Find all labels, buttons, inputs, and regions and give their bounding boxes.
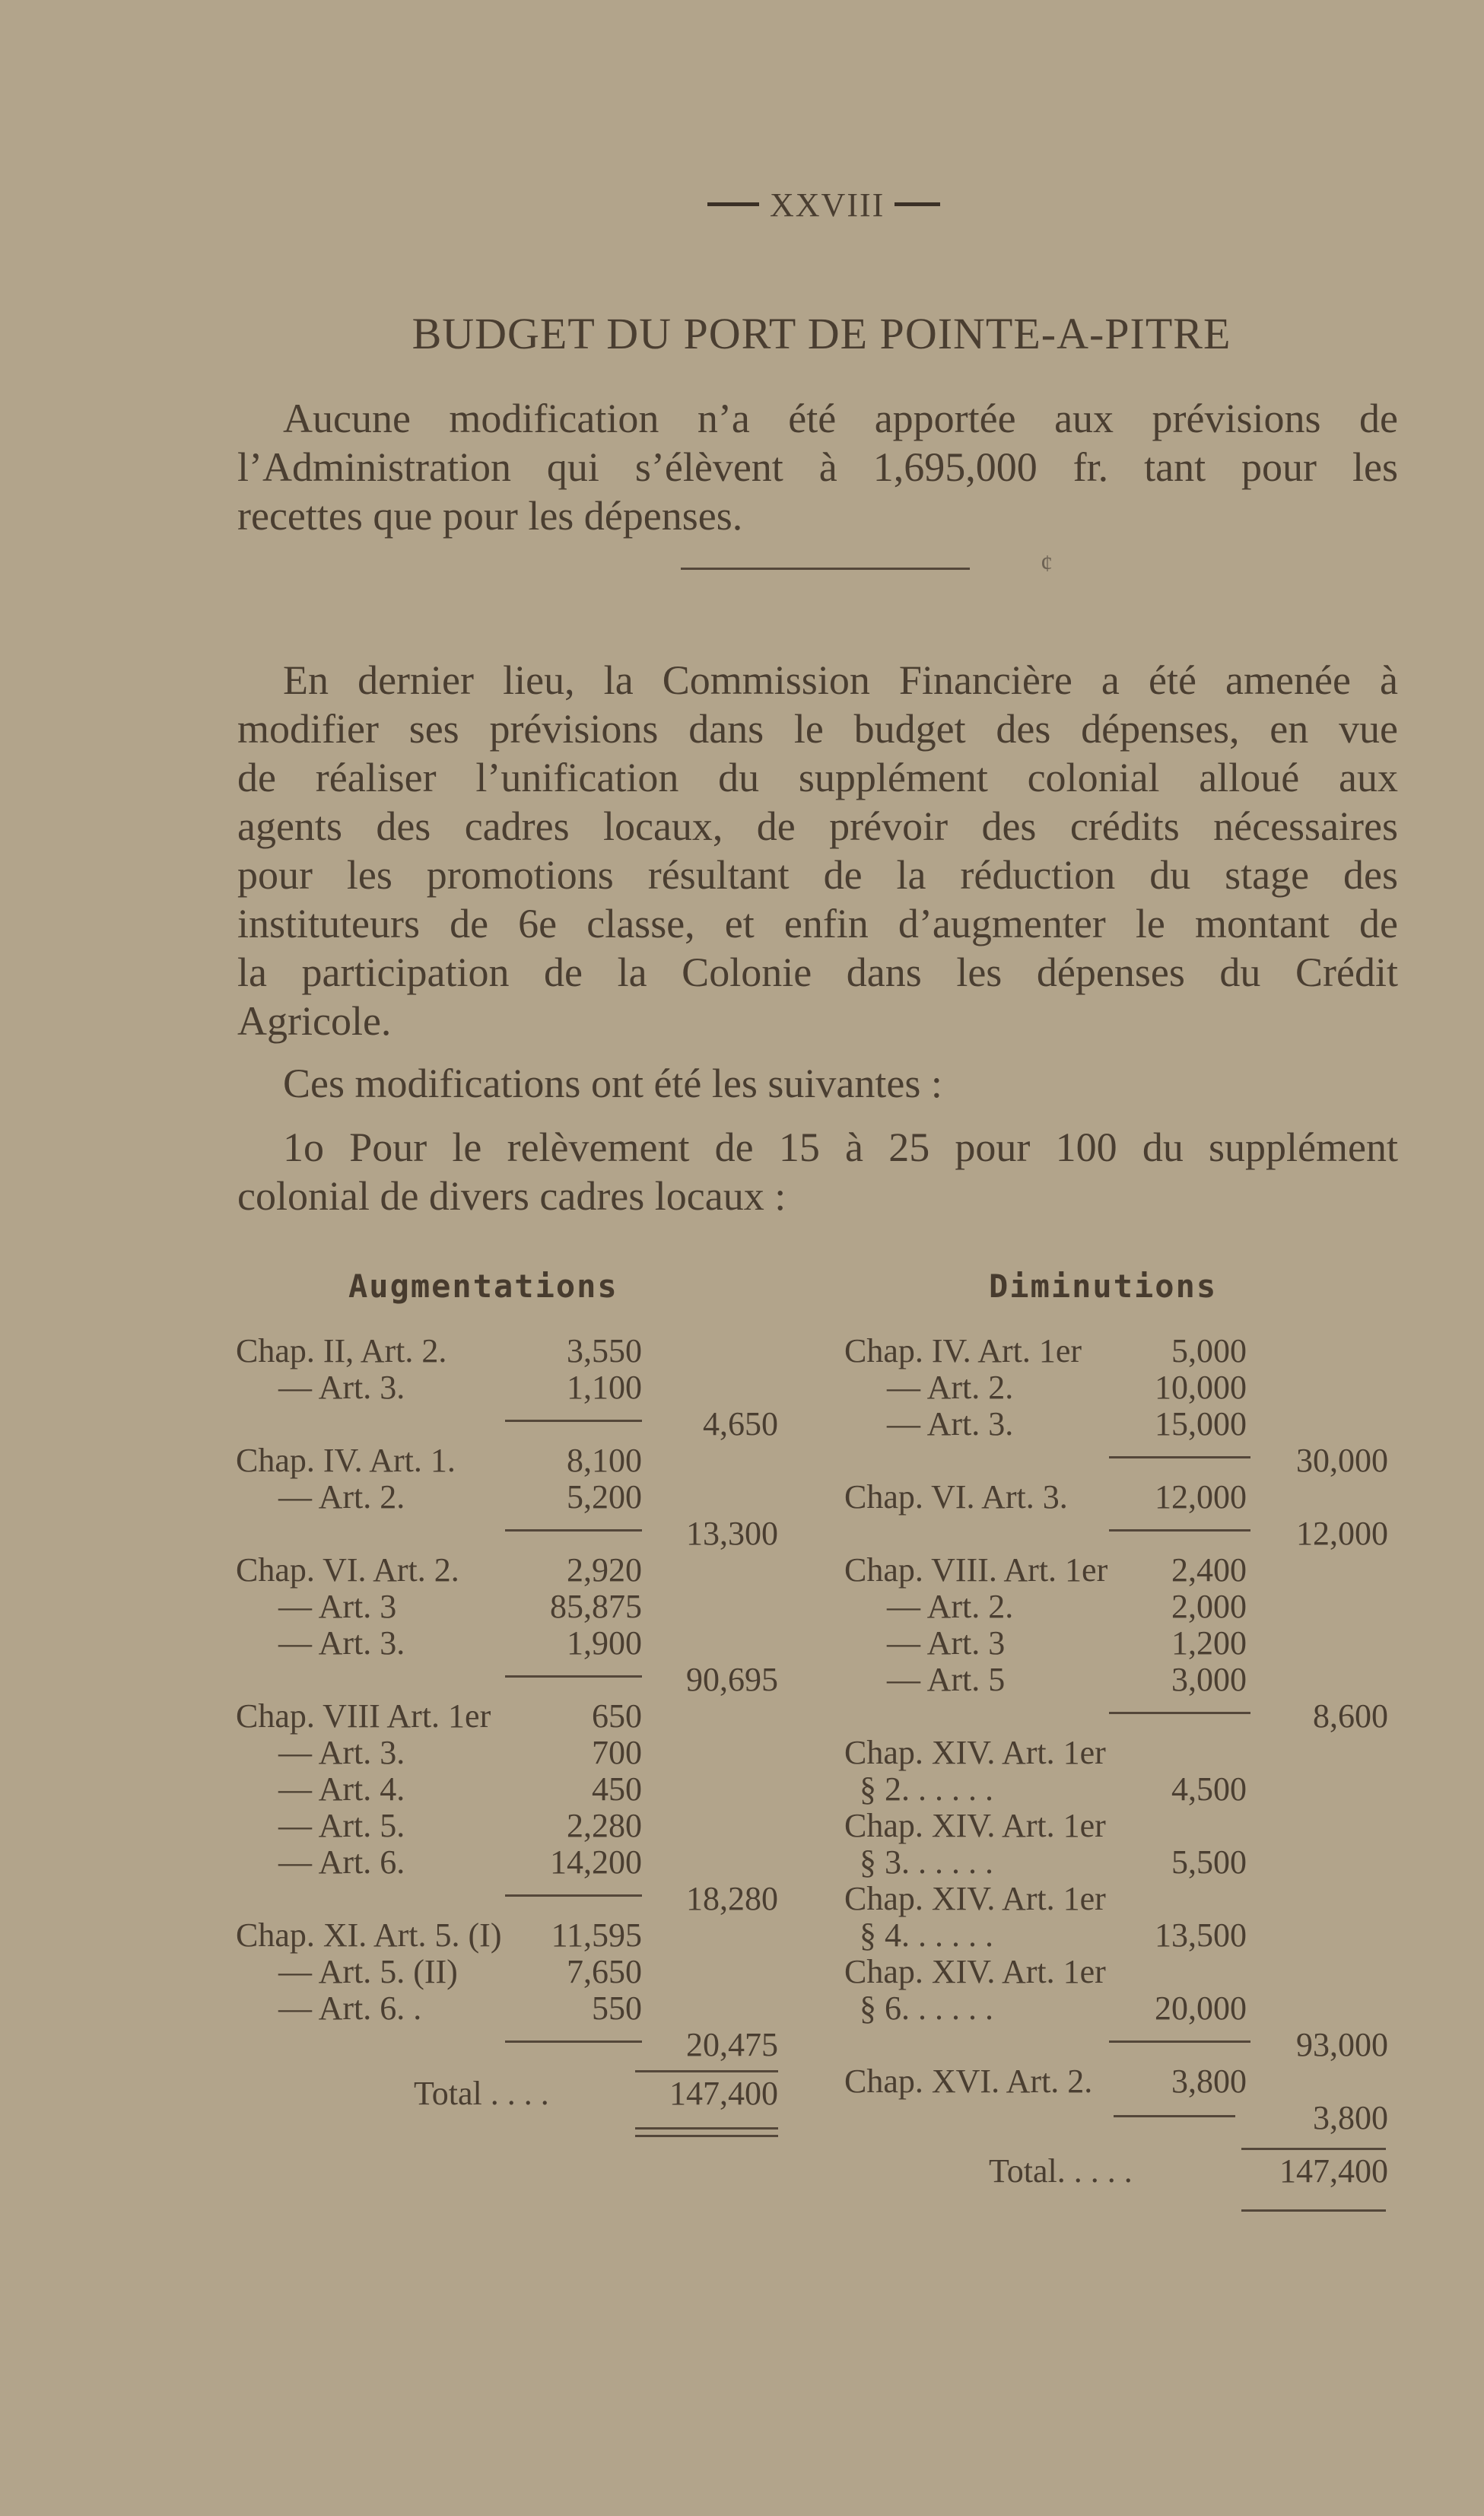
aug-total-rule <box>635 2070 778 2072</box>
aug-row-value: 11,595 <box>551 1916 642 1954</box>
paragraph-line: modifier ses prévisions dans le budget des dépenses, en vue <box>237 706 1398 752</box>
intro-line: recettes que pour les dépenses. <box>237 493 743 539</box>
aug-row-label: — Art. 2. <box>278 1478 405 1516</box>
aug-sum-rule <box>505 1675 642 1678</box>
dim-row-value: 20,000 <box>1155 1990 1247 2027</box>
paragraph-line: En dernier lieu, la Commission Financière a été amenée à <box>283 657 1398 703</box>
aug-total-label: Total . . . . <box>414 2075 549 2112</box>
dim-subtotal: 3,800 <box>1313 2099 1388 2136</box>
item-1-paragraph <box>237 1123 1398 1220</box>
dim-row-sublabel: § 4. . . . . . <box>860 1916 993 1954</box>
aug-subtotal: 4,650 <box>703 1405 778 1442</box>
paragraph-line: la participation de la Colonie dans les dépenses du Crédit <box>237 949 1398 995</box>
aug-row-label: Chap. II, Art. 2. <box>236 1332 447 1369</box>
paragraph-line: de réaliser l’unification du supplément colonial alloué aux <box>237 755 1398 800</box>
dim-row-value: 13,500 <box>1155 1916 1247 1954</box>
aug-row-value: 1,900 <box>567 1624 642 1662</box>
dim-row-label: — Art. 3. <box>887 1405 1014 1442</box>
dim-row-value: 2,000 <box>1171 1588 1247 1625</box>
aug-total: 147,400 <box>669 2075 778 2112</box>
dim-total-label: Total. . . . . <box>989 2152 1133 2190</box>
dim-row-value: 15,000 <box>1155 1405 1247 1442</box>
dim-row-label: Chap. IV. Art. 1er <box>844 1332 1082 1369</box>
paragraph-line: agents des cadres locaux, de prévoir des crédits nécessaires <box>237 803 1398 849</box>
intro-line: Aucune modification n’a été apportée aux prévisions de <box>283 396 1398 441</box>
dim-row-value: 4,500 <box>1171 1770 1247 1808</box>
header-rule-right <box>895 202 940 206</box>
dim-row-sublabel: § 3. . . . . . <box>860 1843 993 1881</box>
commission-paragraph <box>237 656 1398 1045</box>
dim-subtotal: 8,600 <box>1313 1697 1388 1735</box>
dim-row-label: Chap. VIII. Art. 1er <box>844 1551 1108 1589</box>
aug-row-label: — Art. 4. <box>278 1770 405 1808</box>
dim-subtotal: 30,000 <box>1296 1442 1388 1479</box>
page-title: BUDGET DU PORT DE POINTE-A-PITRE <box>412 309 1231 358</box>
aug-subtotal: 90,695 <box>686 1661 778 1698</box>
intro-line: l’Administration qui s’élèvent à 1,695,000 fr. tant pour les <box>237 444 1398 490</box>
aug-sum-rule <box>505 2040 642 2043</box>
dim-row-label: — Art. 3 <box>887 1624 1006 1662</box>
dim-row-label: Chap. XIV. Art. 1er <box>844 1807 1106 1844</box>
dim-row-label: Chap. XIV. Art. 1er <box>844 1880 1106 1917</box>
dim-row-value: 1,200 <box>1171 1624 1247 1662</box>
aug-subtotal: 18,280 <box>686 1880 778 1917</box>
aug-row-label: Chap. IV. Art. 1. <box>236 1442 456 1479</box>
dim-row-value: 10,000 <box>1155 1369 1247 1406</box>
aug-sum-rule <box>505 1420 642 1422</box>
dim-sum-rule <box>1109 2040 1250 2043</box>
aug-row-value: 450 <box>592 1770 642 1808</box>
dim-row-value: 12,000 <box>1155 1478 1247 1516</box>
aug-row-value: 8,100 <box>567 1442 642 1479</box>
aug-subtotal: 20,475 <box>686 2026 778 2063</box>
modifications-intro: Ces modifications ont été les suivantes : <box>283 1061 942 1106</box>
aug-row-label: Chap. XI. Art. 5. (I) <box>236 1916 502 1954</box>
dim-row-value: 3,000 <box>1171 1661 1247 1698</box>
paragraph-line: pour les promotions résultant de la réduction du stage des <box>237 852 1398 898</box>
aug-row-value: 700 <box>592 1734 642 1771</box>
dim-subtotal: 12,000 <box>1296 1515 1388 1552</box>
aug-total-double-rule <box>635 2135 778 2137</box>
dim-row-label: Chap. XIV. Art. 1er <box>844 1734 1106 1771</box>
aug-row-value: 3,550 <box>567 1332 642 1369</box>
aug-row-label: — Art. 6. <box>278 1843 405 1881</box>
header-rule-left <box>707 202 759 206</box>
aug-row-label: — Art. 3. <box>278 1624 405 1662</box>
aug-row-value: 650 <box>592 1697 642 1735</box>
dim-row-value: 5,500 <box>1171 1843 1247 1881</box>
page-number: XXVIII <box>770 186 885 224</box>
printer-mark: ¢ <box>1041 549 1053 577</box>
dim-row-label: — Art. 2. <box>887 1369 1014 1406</box>
augmentations-heading: Augmentations <box>348 1268 618 1305</box>
dim-total: 147,400 <box>1279 2152 1388 2190</box>
dim-sum-rule <box>1109 1712 1250 1714</box>
aug-row-label: — Art. 6. . <box>278 1990 422 2027</box>
aug-row-value: 14,200 <box>550 1843 642 1881</box>
aug-row-label: — Art. 5. (II) <box>278 1953 458 1990</box>
intro-paragraph <box>237 394 1398 540</box>
dim-sum-rule <box>1109 1456 1250 1458</box>
dim-row-label: Chap. XIV. Art. 1er <box>844 1953 1106 1990</box>
aug-row-label: — Art. 3 <box>278 1588 397 1625</box>
aug-row-value: 1,100 <box>567 1369 642 1406</box>
aug-row-label: — Art. 5. <box>278 1807 405 1844</box>
paragraph-line: instituteurs de 6e classe, et enfin d’augmenter le montant de <box>237 901 1398 946</box>
dim-row-sublabel: § 2. . . . . . <box>860 1770 993 1808</box>
aug-row-label: — Art. 3. <box>278 1369 405 1406</box>
diminutions-heading: Diminutions <box>989 1268 1218 1305</box>
dim-row-value: 3,800 <box>1171 2063 1247 2100</box>
aug-row-value: 550 <box>592 1990 642 2027</box>
dim-total-rule <box>1241 2148 1386 2150</box>
aug-total-double-rule <box>635 2127 778 2130</box>
aug-row-value: 5,200 <box>567 1478 642 1516</box>
dim-row-label: — Art. 5 <box>887 1661 1006 1698</box>
dim-sum-rule <box>1114 2115 1235 2117</box>
paragraph-line: Agricole. <box>237 998 392 1044</box>
dim-row-label: — Art. 2. <box>887 1588 1014 1625</box>
dim-row-label: Chap. XVI. Art. 2. <box>844 2063 1093 2100</box>
aug-row-value: 85,875 <box>550 1588 642 1625</box>
dim-total-double-rule <box>1241 2209 1386 2212</box>
aug-row-label: — Art. 3. <box>278 1734 405 1771</box>
section-separator <box>681 568 970 570</box>
dim-row-label: Chap. VI. Art. 3. <box>844 1478 1068 1516</box>
aug-row-value: 2,920 <box>567 1551 642 1589</box>
dim-row-sublabel: § 6. . . . . . <box>860 1990 993 2027</box>
aug-row-label: Chap. VI. Art. 2. <box>236 1551 459 1589</box>
aug-row-value: 2,280 <box>567 1807 642 1844</box>
aug-subtotal: 13,300 <box>686 1515 778 1552</box>
aug-sum-rule <box>505 1529 642 1532</box>
paragraph-line: colonial de divers cadres locaux : <box>237 1173 786 1219</box>
dim-row-value: 5,000 <box>1171 1332 1247 1369</box>
paragraph-line: 1o Pour le relèvement de 15 à 25 pour 100 du supplément <box>283 1124 1398 1170</box>
aug-sum-rule <box>505 1894 642 1897</box>
dim-sum-rule <box>1109 1529 1250 1532</box>
dim-row-value: 2,400 <box>1171 1551 1247 1589</box>
aug-row-label: Chap. VIII Art. 1er <box>236 1697 491 1735</box>
dim-subtotal: 93,000 <box>1296 2026 1388 2063</box>
aug-row-value: 7,650 <box>567 1953 642 1990</box>
